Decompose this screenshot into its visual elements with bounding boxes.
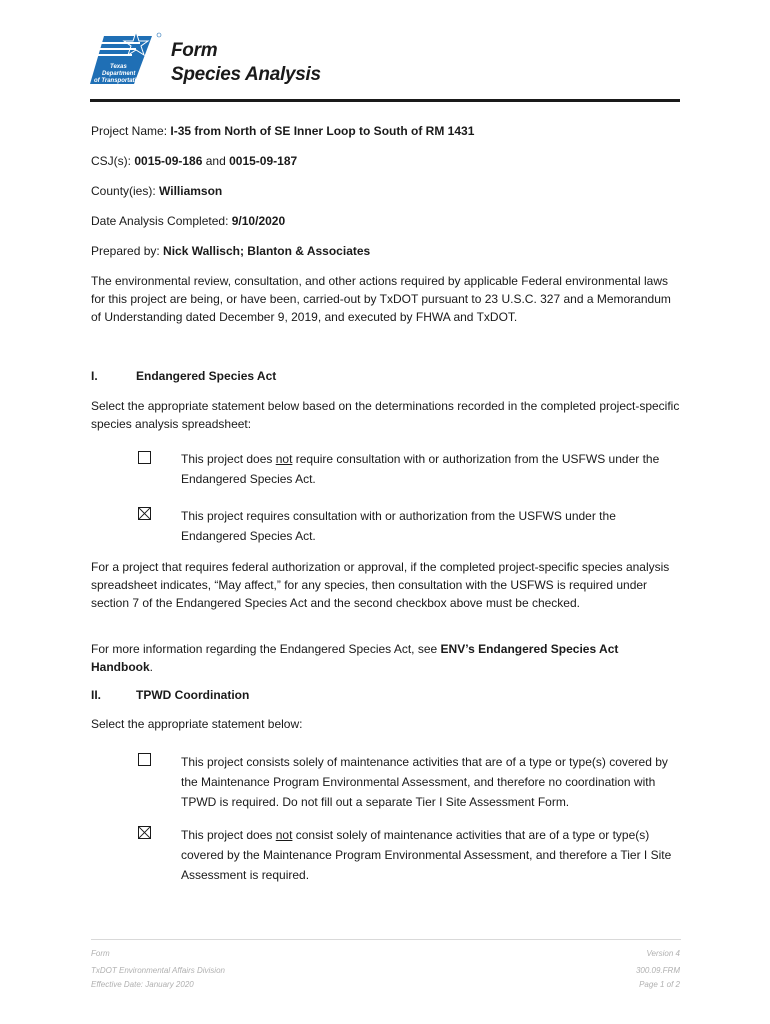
date-value: 9/10/2020 bbox=[231, 214, 286, 228]
county-value: Williamson bbox=[159, 184, 223, 198]
tpwd-no-coordination-text: This project consists solely of maintenance activities that are of a type or type(s) covered by the Maintenance Program Environmental Assessment, and therefore no coordination with TPWD is required. Do not fill out a separate Tier I Site Assessment Form. bbox=[181, 755, 668, 809]
section-2-heading bbox=[91, 688, 249, 702]
tpwd-tier1-checkbox[interactable] bbox=[138, 826, 151, 839]
esa-handbook-link[interactable]: ENV’s Endangered Species Act Handbook bbox=[91, 642, 619, 674]
section-1-title: Endangered Species Act bbox=[136, 369, 277, 383]
date-field bbox=[91, 214, 285, 228]
svg-text:Texas: Texas bbox=[110, 64, 127, 70]
footer-page-number: Page 1 of 2 bbox=[639, 980, 680, 989]
form-subtitle: Species Analysis bbox=[171, 64, 321, 85]
csj-value-1: 0015-09-186 bbox=[134, 154, 203, 168]
section-2-number: II. bbox=[91, 688, 102, 702]
footer-form-label: Form bbox=[91, 949, 110, 958]
csj-field bbox=[91, 154, 297, 168]
section-1-more-info: For more information regarding the Endangered Species Act, see ENV’s Endangered Species Act Handbook. bbox=[91, 642, 619, 674]
date-label: Date Analysis Completed: bbox=[91, 214, 232, 228]
page-header bbox=[90, 30, 680, 102]
esa-no-consultation-checkbox[interactable] bbox=[138, 451, 151, 464]
esa-no-consultation-text: This project does not require consultation with or authorization from the USFWS under the Endangered Species Act. bbox=[181, 452, 660, 486]
prepared-by-label: Prepared by: bbox=[91, 244, 164, 258]
footer-divider bbox=[91, 939, 681, 940]
footer-form-number: 300.09.FRM bbox=[635, 966, 680, 975]
section-2-title: TPWD Coordination bbox=[136, 688, 250, 702]
intro-paragraph: The environmental review, consultation, and other actions required by applicable Federal environmental laws for this project are being, or have been, carried-out by TxDOT pursuant to 23 U.S.C. 327 and a Memorandum of Understanding dated December 9, 2019, and executed by FHWA and TxDOT. bbox=[91, 274, 671, 324]
prepared-by-value: Nick Wallisch; Blanton & Associates bbox=[163, 244, 371, 258]
txdot-logo bbox=[90, 30, 165, 86]
project-name-label: Project Name: bbox=[91, 124, 171, 138]
tpwd-no-coordination-checkbox[interactable] bbox=[138, 753, 151, 766]
section-1-heading bbox=[91, 369, 276, 383]
footer-effective-date: Effective Date: January 2020 bbox=[91, 980, 194, 989]
svg-text:Department: Department bbox=[102, 71, 136, 77]
footer-division: TxDOT Environmental Affairs Division bbox=[91, 966, 225, 975]
header-divider bbox=[90, 99, 680, 102]
county-field bbox=[91, 184, 222, 198]
csj-value-2: 0015-09-187 bbox=[229, 154, 298, 168]
prepared-by-field bbox=[91, 244, 370, 258]
csj-and: and bbox=[202, 154, 230, 168]
section-1-number: I. bbox=[91, 369, 98, 383]
project-name-value: I-35 from North of SE Inner Loop to South of RM 1431 bbox=[170, 124, 475, 138]
esa-consultation-text: This project requires consultation with or authorization from the USFWS under the Endangered Species Act. bbox=[181, 509, 616, 543]
csj-label: CSJ(s): bbox=[91, 154, 135, 168]
section-2-instruction: Select the appropriate statement below: bbox=[91, 717, 303, 731]
project-name-field bbox=[91, 124, 474, 138]
esa-consultation-checkbox[interactable] bbox=[138, 507, 151, 520]
section-1-note: For a project that requires federal authorization or approval, if the completed project-specific species analysis spreadsheet indicates, “May affect,” for any species, then consultation with the USFWS is required under section 7 of the Endangered Species Act and the second checkbox above must be checked. bbox=[91, 560, 670, 610]
svg-text:of Transportation: of Transportation bbox=[94, 78, 144, 84]
form-title: Form bbox=[171, 40, 218, 61]
footer-version: Version 4 bbox=[646, 949, 680, 958]
tpwd-tier1-text: This project does not consist solely of maintenance activities that are of a type or type(s) covered by the Maintenance Program Environmental Assessment, and therefore a Tier I Site Assessment is required. bbox=[181, 828, 672, 882]
county-label: County(ies): bbox=[91, 184, 160, 198]
section-1-instruction: Select the appropriate statement below based on the determinations recorded in the completed project-specific species analysis spreadsheet: bbox=[91, 399, 680, 431]
